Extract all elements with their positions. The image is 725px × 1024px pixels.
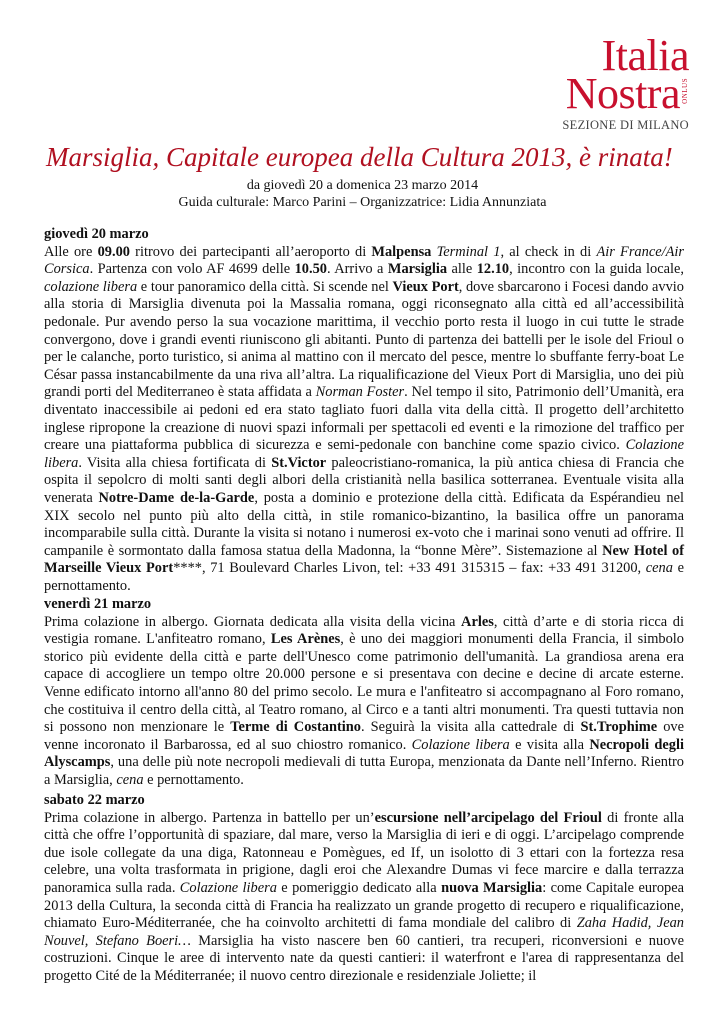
day-heading: giovedì 20 marzo xyxy=(44,226,149,242)
day-heading: sabato 22 marzo xyxy=(44,792,145,808)
logo-italia-text: Italia xyxy=(601,31,689,80)
day-description: Prima colazione in albergo. Giornata dedicata alla visita della vicina Arles, città d’arte e di storia ricca di vestigia romane. L'anfiteatro romano, Les Arènes, è uno dei maggiori monumenti della Francia, il simbolo storico più evidente della città e parte dell'Unesco come patrimonio dell'umanità. La grandiosa arena era capace di accogliere un tempo oltre 20.000 persone e si presentava con decine e decine di arcate esterne. Venne edificato intorno all'anno 80 del primo secolo. Le mura e l'anfiteatro si accompagnano al Foro romano, che costituiva il centro della città, al Teatro romano, al Circo e a tanti altri monumenti. Tra questi tuttavia non si possono non menzionare le Terme di Costantino. Seguirà la visita alla cattedrale di St.Trophime ove venne incoronato il Barbarossa, ed al suo chiostro romanico. Colazione libera e visita alla Necropoli degli Alyscamps, una delle più note necropoli medievali di tutta Europa, menzionata da Dante nell’Inferno. Rientro a Marsiglia, cena e pernottamento. xyxy=(44,613,684,788)
day-heading: venerdì 21 marzo xyxy=(44,596,152,612)
day-description: Prima colazione in albergo. Partenza in battello per un’escursione nell’arcipelago del Frioul di fronte alla città che offre l’opportunità di spaziare, dal mare, verso la Marsiglia di ieri e di oggi. L’arcipelago comprende due isole collegate da una diga, Ratonneau e Pomègues, ed If, un isolotto di 3 ettari con la fortezza resa celebre, una volta trasformata in prigione, dagli eroi che Alexandre Dumas vi fece marcire e dalla terrazza panoramica sulla rada. Colazione libera e pomeriggio dedicato alla nuova Marsiglia: come Capitale europea 2013 della Cultura, la seconda città di Francia ha realizzato un grande progetto di recupero e riqualificazione, chiamato Euro-Méditerranée, che ha coinvolto architetti di fama mondiale del calibro di Zaha Hadid, Jean Nouvel, Stefano Boeri… Marsiglia ha visto nascere ben 60 cantieri, tra recuperi, riconversioni e nuove costruzioni. Cinque le aree di intervento nate da questi cantieri: il waterfront e l'area di rappresentanza del progetto Cité de la Méditerranée; il nuovo centro direzionale e residenziale Joliette; il xyxy=(44,809,685,984)
trip-dates: da giovedì 20 a domenica 23 marzo 2014 xyxy=(246,178,479,193)
day-description: Alle ore 09.00 ritrovo dei partecipanti all’aeroporto di Malpensa Terminal 1, al check in di Air France/Air Corsica. Partenza con volo AF 4699 delle 10.50. Arrivo a Marsiglia alle 12.10, incontro con la guida locale, colazione libera e tour panoramico della città. Si scende nel Vieux Port, dove sbarcarono i Focesi dando avvio alla storia di Marsiglia divenuta poi la Massalia romana, oggi riconsegnato alla città ed all’accessibilità pedonale. Pur avendo perso la sua vocazione marittima, il vecchio porto resta il luogo in cui tutte le strade convergono, dove i grandi eventi riuniscono gli abitanti. Punto di partenza dei battelli per le isole del Frioul o per le calanche, porto turistico, si anima al mattino con il mercato del pesce, mentre lo sbuffante ferry-boat Le César passa instancabilmente da una riva all’altra. La riqualificazione del Vieux Port di Marsiglia, uno dei più grandi porti del Mediterraneo è stata affidata a Norman Foster. Nel tempo il sito, Patrimonio dell’Umanità, era diventato inaccessibile ai pedoni ed era stato tagliato fuori dalla vita della città. Il progetto dell’architetto inglese ripropone la creazione di nuovi spazi informali per spettacoli ed eventi e la rimozione del traffico per creare una piattaforma pubblica di sicurezza e semi-pedonale con banchine come spazio civico. Colazione libera. Visita alla chiesa fortificata di St.Victor paleocristiano-romanica, la più antica chiesa di Francia che ospita il sepolcro di molti santi degli albori della cristianità nella basilica sotterranea. Eventuale visita alla venerata Notre-Dame de-la-Garde, posta a dominio e protezione della città. Edificata da Espérandieu nel XIX secolo nel punto più alto della città, in stile romanico-bizantino, la basilica offre un panorama incomparabile sulla città. Durante la visita si notano i numerosi ex-voto che i marinai sono venuti ad offrire. Il campanile è sormontato dalla famosa statua della Madonna, la “bonne Mère”. Sistemazione al New Hotel of Marseille Vieux Port****, 71 Boulevard Charles Livon, tel: +33 491 315315 – fax: +33 491 31200, cena e pernottamento. xyxy=(44,243,684,594)
document-title: Marsiglia, Capitale europea della Cultura 2013, è rinata! xyxy=(46,142,673,172)
logo-nostra-row xyxy=(514,69,689,118)
logo-section-name: SEZIONE DI MILANO xyxy=(562,118,689,132)
italia-nostra-logo xyxy=(514,31,689,118)
day-section-thursday xyxy=(44,226,684,595)
logo-onlus-text: ONLUS xyxy=(681,78,689,104)
day-section-saturday xyxy=(44,792,684,986)
logo-nostra-text: Nostra xyxy=(565,69,680,118)
trip-guide: Guida culturale: Marco Parini – Organizzatrice: Lidia Annunziata xyxy=(178,195,547,210)
day-section-friday xyxy=(44,596,684,790)
